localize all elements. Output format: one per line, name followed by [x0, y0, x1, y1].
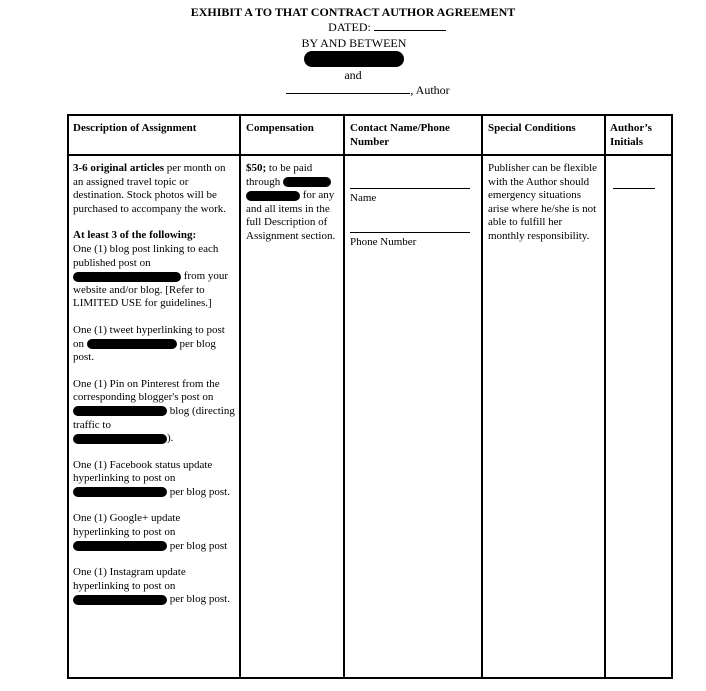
at-least-three-heading: At least 3 of the following: — [73, 229, 197, 242]
column-divider-2 — [343, 114, 345, 679]
compensation-text: to be paid through — [246, 162, 313, 188]
table-top-border — [67, 114, 673, 116]
col-header-description: Description of Assignment — [73, 122, 197, 134]
instagram-text: One (1) Instagram update hyperlinking to post on — [73, 566, 186, 592]
description-paragraph-facebook — [73, 459, 237, 500]
instagram-tail: per blog post. — [169, 593, 230, 606]
pinterest-text: One (1) Pin on Pinterest from the corresponding blogger's post on — [73, 377, 220, 404]
dated-label: DATED: — [328, 20, 371, 34]
pinterest-tail: ). — [167, 432, 174, 445]
column-divider-4 — [604, 114, 606, 679]
col-header-initials: Author’s Initials — [610, 122, 652, 148]
redacted-publisher-name — [304, 51, 404, 67]
compensation-tail: for any and all items in the full Description of Assignment section. — [246, 189, 336, 242]
blog-post-text: One (1) blog post linking to each published post on — [73, 242, 219, 269]
description-paragraph-articles — [73, 162, 237, 216]
header-row-divider — [67, 154, 673, 156]
redacted-site-name — [87, 339, 177, 349]
description-paragraph-tweet — [73, 324, 237, 365]
articles-text: per month on an assigned travel topic or destination. Stock photos will be purchased to accompany the work. — [73, 162, 227, 215]
redacted-site-name — [73, 406, 167, 416]
redacted-publisher-name — [246, 191, 300, 201]
author-blank — [286, 83, 410, 94]
col-header-contact: Contact Name/Phone Number — [350, 122, 450, 148]
between-label: BY AND BETWEEN — [301, 36, 407, 50]
redacted-site-name — [73, 272, 181, 282]
tweet-text: One (1) tweet hyperlinking to post on — [73, 323, 225, 350]
exhibit-title: EXHIBIT A TO THAT CONTRACT AUTHOR AGREEMENT — [190, 5, 516, 19]
tweet-tail: per blog post. — [73, 337, 216, 364]
table-left-border — [67, 114, 69, 679]
table-right-border — [671, 114, 673, 679]
assignment-table — [67, 114, 673, 679]
articles-emphasis: 3-6 original articles — [73, 162, 165, 174]
blog-post-tail: from your website and/or blog. [Refer to LIMITED USE for guidelines.] — [73, 270, 229, 310]
contact-cell — [350, 162, 470, 249]
author-label: , Author — [410, 83, 450, 97]
phone-label: Phone Number — [350, 235, 417, 248]
between-line — [0, 36, 706, 50]
phone-signature-line — [350, 206, 470, 233]
name-signature-line — [350, 162, 470, 189]
publisher-redaction-line — [0, 51, 706, 67]
initials-blank-line — [613, 162, 655, 189]
redacted-site-name — [73, 541, 167, 551]
redacted-site-name — [73, 487, 167, 497]
description-paragraph-googleplus — [73, 512, 237, 553]
and-label: and — [344, 68, 362, 82]
col-header-compensation: Compensation — [246, 122, 314, 134]
compensation-amount: $50; — [246, 162, 267, 174]
googleplus-tail: per blog post — [169, 539, 228, 552]
googleplus-text: One (1) Google+ update hyperlinking to post on — [73, 512, 181, 539]
column-divider-1 — [239, 114, 241, 679]
redacted-site-name — [73, 595, 167, 605]
compensation-cell — [246, 162, 340, 244]
initials-cell — [613, 162, 655, 189]
description-paragraph-pinterest — [73, 378, 237, 446]
facebook-text: One (1) Facebook status update hyperlinking to post on — [73, 458, 213, 485]
description-cell — [73, 162, 237, 620]
author-line — [0, 83, 706, 97]
redacted-publisher-name — [283, 177, 331, 187]
col-header-special-conditions: Special Conditions — [488, 122, 576, 134]
pinterest-middle: blog (directing traffic to — [73, 404, 235, 431]
and-line — [0, 68, 706, 82]
redacted-site-name — [73, 434, 167, 444]
description-paragraph-blog-post — [73, 229, 237, 311]
name-label: Name — [350, 192, 377, 204]
special-conditions-cell: Publisher can be flexible with the Author should emergency situations arise where he/she is not able to fulfill her monthly responsibility. — [488, 162, 598, 242]
table-bottom-border — [67, 677, 673, 679]
description-paragraph-instagram — [73, 566, 237, 607]
facebook-tail: per blog post. — [169, 485, 230, 498]
dated-line — [0, 20, 706, 34]
dated-blank — [374, 20, 446, 31]
column-divider-3 — [481, 114, 483, 679]
